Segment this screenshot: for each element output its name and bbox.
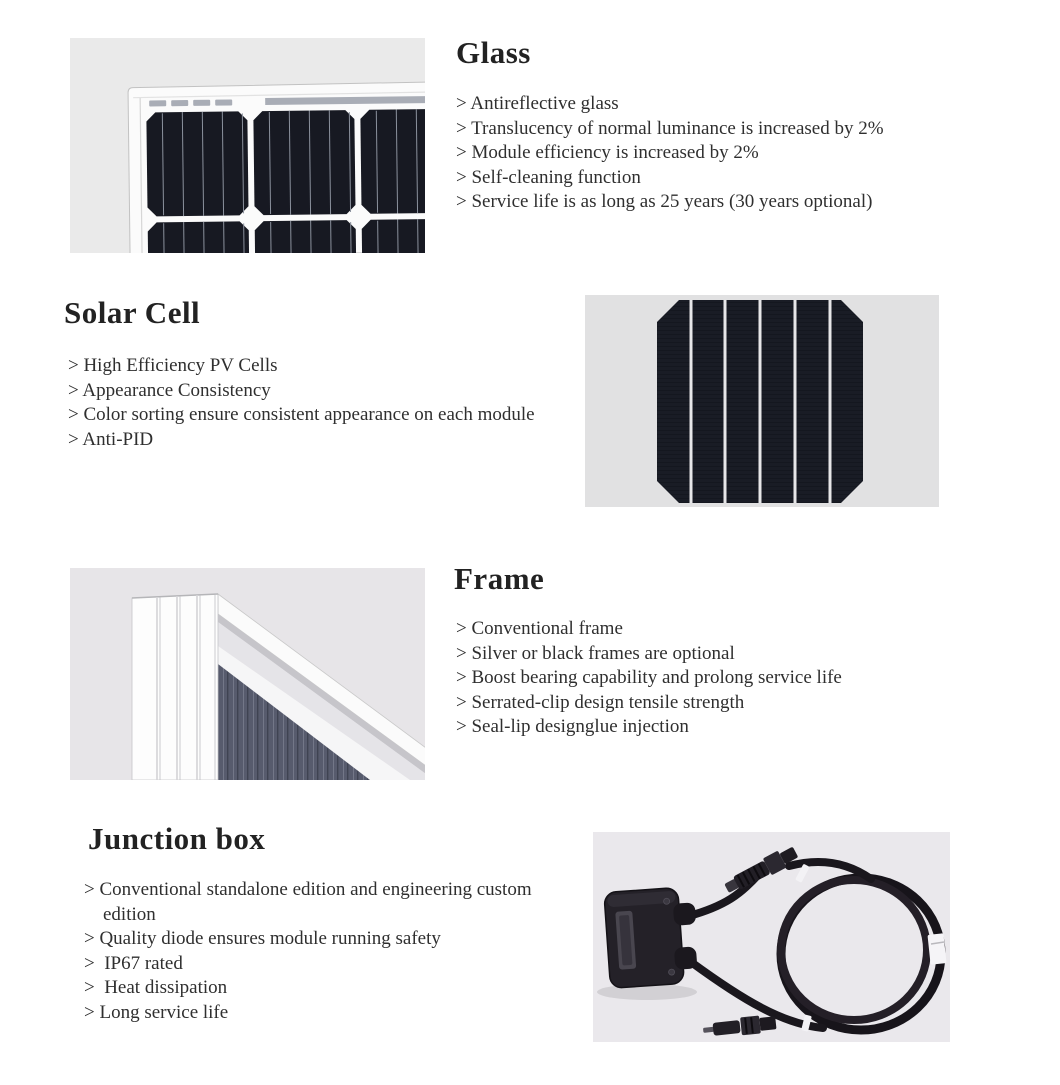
frame-corner-photo	[70, 568, 425, 780]
feature-bullet: > Silver or black frames are optional	[456, 642, 735, 664]
section-title: Junction box	[88, 821, 266, 856]
feature-bullet: > Long service life	[84, 1001, 229, 1023]
section-glass	[0, 0, 1060, 270]
feature-bullet: > Service life is as long as 25 years (30 years optional)	[456, 191, 873, 212]
feature-bullet: > Conventional standalone edition and engineering custom edition	[84, 879, 537, 925]
feature-bullet: > Color sorting ensure consistent appearance on each module	[68, 404, 535, 425]
feature-bullet: > Serrated-clip design tensile strength	[456, 691, 745, 713]
feature-bullet: > Boost bearing capability and prolong service life	[456, 667, 842, 688]
section-frame	[0, 530, 1060, 810]
section-title: Frame	[454, 561, 545, 596]
feature-bullet: > Anti-PID	[68, 428, 154, 450]
feature-bullet: > Antireflective glass	[456, 93, 619, 114]
feature-list	[456, 92, 1001, 215]
feature-bullet: > IP67 rated	[84, 952, 183, 974]
solar-panel-glass-corner-photo	[70, 38, 425, 253]
feature-list	[456, 617, 946, 740]
section-junction-box	[0, 790, 1060, 1085]
feature-bullet: > Self-cleaning function	[456, 166, 641, 188]
feature-list	[68, 354, 540, 452]
feature-bullet: > Conventional frame	[456, 618, 623, 639]
feature-bullet: > Translucency of normal luminance is increased by 2%	[456, 117, 884, 139]
feature-bullet: > Seal-lip designglue injection	[456, 716, 689, 737]
section-title: Solar Cell	[64, 295, 201, 330]
section-title: Glass	[456, 35, 531, 70]
feature-list	[84, 878, 536, 1025]
feature-bullet: > Quality diode ensures module running safety	[84, 928, 441, 949]
solar-cell-photo	[585, 295, 939, 507]
feature-bullet: > Heat dissipation	[84, 977, 228, 998]
junction-box-cables-photo	[593, 832, 950, 1042]
feature-bullet: > Module efficiency is increased by 2%	[456, 142, 759, 163]
section-solar-cell	[0, 270, 1060, 530]
feature-bullet: > Appearance Consistency	[68, 379, 271, 401]
feature-bullet: > High Efficiency PV Cells	[68, 355, 278, 376]
